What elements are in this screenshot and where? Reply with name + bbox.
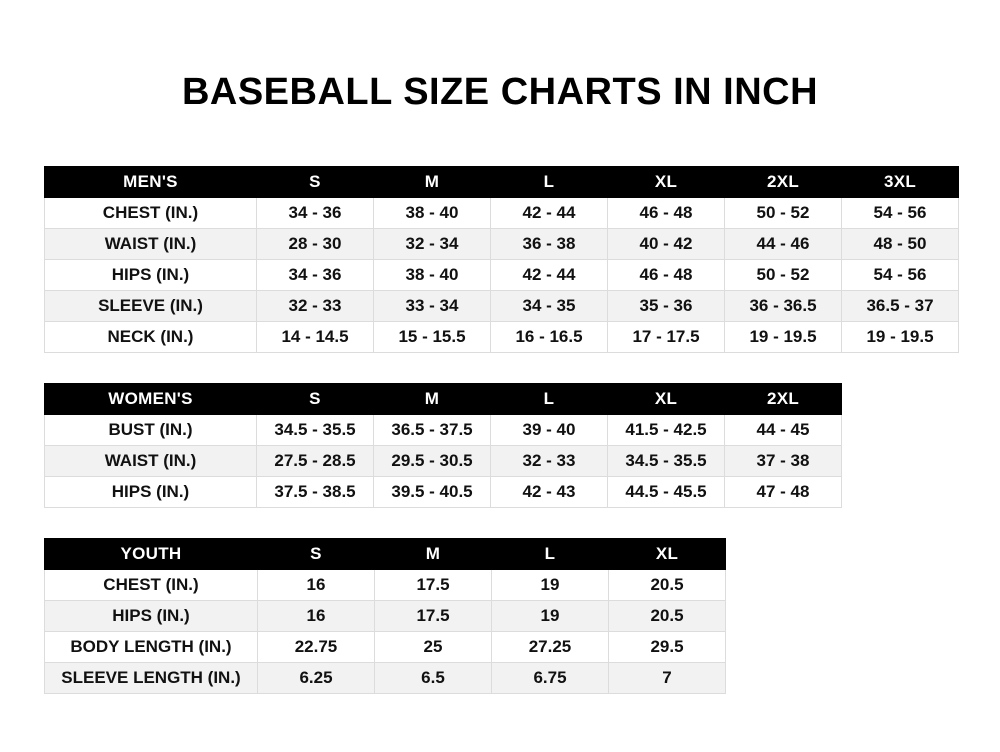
row-label: CHEST (IN.) <box>45 197 257 228</box>
cell-value: 36.5 - 37 <box>842 290 959 321</box>
mens-size-chart-block <box>44 166 956 353</box>
table-row <box>45 569 726 600</box>
cell-value: 19 - 19.5 <box>842 321 959 352</box>
cell-value: 16 - 16.5 <box>491 321 608 352</box>
cell-value: 44 - 46 <box>725 228 842 259</box>
table-header-row <box>45 166 959 197</box>
womens-size-header-s: S <box>257 383 374 414</box>
cell-value: 47 - 48 <box>725 476 842 507</box>
womens-size-header-xl: XL <box>608 383 725 414</box>
youth-size-header-l: L <box>492 538 609 569</box>
row-label: HIPS (IN.) <box>45 259 257 290</box>
row-label: NECK (IN.) <box>45 321 257 352</box>
cell-value: 16 <box>258 569 375 600</box>
row-label: BODY LENGTH (IN.) <box>45 631 258 662</box>
cell-value: 38 - 40 <box>374 197 491 228</box>
table-row <box>45 259 959 290</box>
cell-value: 37 - 38 <box>725 445 842 476</box>
mens-size-header-2xl: 2XL <box>725 166 842 197</box>
womens-size-header-2xl: 2XL <box>725 383 842 414</box>
table-row <box>45 321 959 352</box>
cell-value: 38 - 40 <box>374 259 491 290</box>
cell-value: 46 - 48 <box>608 259 725 290</box>
cell-value: 19 <box>492 569 609 600</box>
table-row <box>45 476 842 507</box>
cell-value: 36 - 36.5 <box>725 290 842 321</box>
youth-size-chart-block <box>44 538 956 694</box>
cell-value: 32 - 34 <box>374 228 491 259</box>
cell-value: 36.5 - 37.5 <box>374 414 491 445</box>
womens-header-label: WOMEN'S <box>45 383 257 414</box>
cell-value: 19 <box>492 600 609 631</box>
cell-value: 34.5 - 35.5 <box>257 414 374 445</box>
table-row <box>45 445 842 476</box>
row-label: SLEEVE LENGTH (IN.) <box>45 662 258 693</box>
cell-value: 27.5 - 28.5 <box>257 445 374 476</box>
cell-value: 29.5 - 30.5 <box>374 445 491 476</box>
cell-value: 17.5 <box>375 600 492 631</box>
table-row <box>45 290 959 321</box>
cell-value: 50 - 52 <box>725 259 842 290</box>
womens-size-chart-block <box>44 383 956 508</box>
cell-value: 42 - 44 <box>491 259 608 290</box>
cell-value: 34 - 36 <box>257 197 374 228</box>
cell-value: 15 - 15.5 <box>374 321 491 352</box>
cell-value: 17.5 <box>375 569 492 600</box>
cell-value: 54 - 56 <box>842 197 959 228</box>
cell-value: 54 - 56 <box>842 259 959 290</box>
cell-value: 42 - 44 <box>491 197 608 228</box>
cell-value: 14 - 14.5 <box>257 321 374 352</box>
size-tables-container <box>0 166 1000 694</box>
table-row <box>45 600 726 631</box>
cell-value: 20.5 <box>609 600 726 631</box>
cell-value: 50 - 52 <box>725 197 842 228</box>
cell-value: 6.75 <box>492 662 609 693</box>
cell-value: 22.75 <box>258 631 375 662</box>
cell-value: 29.5 <box>609 631 726 662</box>
table-row <box>45 197 959 228</box>
cell-value: 39.5 - 40.5 <box>374 476 491 507</box>
cell-value: 25 <box>375 631 492 662</box>
row-label: BUST (IN.) <box>45 414 257 445</box>
mens-size-header-s: S <box>257 166 374 197</box>
cell-value: 46 - 48 <box>608 197 725 228</box>
cell-value: 33 - 34 <box>374 290 491 321</box>
youth-size-table <box>44 538 726 694</box>
row-label: WAIST (IN.) <box>45 228 257 259</box>
womens-size-table <box>44 383 842 508</box>
cell-value: 7 <box>609 662 726 693</box>
mens-header-label: MEN'S <box>45 166 257 197</box>
page-title: BASEBALL SIZE CHARTS IN INCH <box>181 71 819 113</box>
cell-value: 44.5 - 45.5 <box>608 476 725 507</box>
cell-value: 39 - 40 <box>491 414 608 445</box>
row-label: WAIST (IN.) <box>45 445 257 476</box>
cell-value: 48 - 50 <box>842 228 959 259</box>
cell-value: 6.25 <box>258 662 375 693</box>
cell-value: 42 - 43 <box>491 476 608 507</box>
table-header-row <box>45 538 726 569</box>
cell-value: 34.5 - 35.5 <box>608 445 725 476</box>
cell-value: 35 - 36 <box>608 290 725 321</box>
table-row <box>45 414 842 445</box>
mens-size-header-l: L <box>491 166 608 197</box>
cell-value: 44 - 45 <box>725 414 842 445</box>
mens-size-header-xl: XL <box>608 166 725 197</box>
cell-value: 20.5 <box>609 569 726 600</box>
mens-size-header-3xl: 3XL <box>842 166 959 197</box>
youth-size-header-m: M <box>375 538 492 569</box>
table-header-row <box>45 383 842 414</box>
table-row <box>45 228 959 259</box>
mens-size-table <box>44 166 959 353</box>
table-row <box>45 662 726 693</box>
cell-value: 40 - 42 <box>608 228 725 259</box>
cell-value: 41.5 - 42.5 <box>608 414 725 445</box>
cell-value: 28 - 30 <box>257 228 374 259</box>
cell-value: 6.5 <box>375 662 492 693</box>
youth-size-header-s: S <box>258 538 375 569</box>
womens-size-header-l: L <box>491 383 608 414</box>
cell-value: 37.5 - 38.5 <box>257 476 374 507</box>
row-label: SLEEVE (IN.) <box>45 290 257 321</box>
row-label: CHEST (IN.) <box>45 569 258 600</box>
table-row <box>45 631 726 662</box>
row-label: HIPS (IN.) <box>45 476 257 507</box>
womens-size-header-m: M <box>374 383 491 414</box>
youth-header-label: YOUTH <box>45 538 258 569</box>
cell-value: 27.25 <box>492 631 609 662</box>
youth-size-header-xl: XL <box>609 538 726 569</box>
cell-value: 36 - 38 <box>491 228 608 259</box>
cell-value: 32 - 33 <box>491 445 608 476</box>
cell-value: 19 - 19.5 <box>725 321 842 352</box>
cell-value: 34 - 35 <box>491 290 608 321</box>
cell-value: 17 - 17.5 <box>608 321 725 352</box>
row-label: HIPS (IN.) <box>45 600 258 631</box>
cell-value: 16 <box>258 600 375 631</box>
cell-value: 34 - 36 <box>257 259 374 290</box>
mens-size-header-m: M <box>374 166 491 197</box>
cell-value: 32 - 33 <box>257 290 374 321</box>
